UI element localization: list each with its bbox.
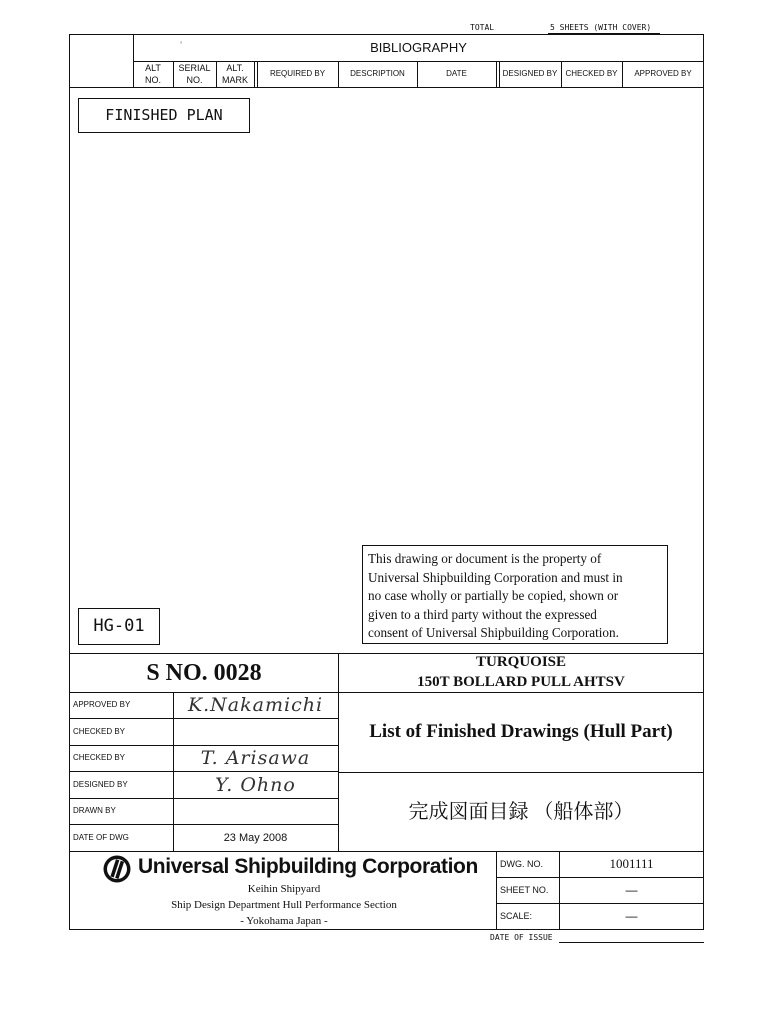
checked-by-value-1 (173, 719, 338, 745)
drawn-by-label: DRAWN BY (73, 806, 116, 816)
company-yard: Keihin Shipyard (247, 882, 321, 895)
document-title-jp: 完成図面目録 （船体部） (408, 801, 634, 823)
ship-number: S NO. 0028 (146, 660, 262, 687)
scale-value: — (625, 908, 638, 923)
vessel-name: TURQUOISE (475, 654, 567, 671)
date-of-dwg-value: 23 May 2008 (223, 831, 288, 844)
scale-label: SCALE: (500, 910, 533, 921)
property-notice (362, 545, 668, 644)
col-checked-by: CHECKED BY (565, 68, 618, 78)
approved-by-signature: K.Nakamichi (187, 694, 324, 717)
vessel-type: 150T BOLLARD PULL AHTSV (417, 673, 625, 690)
pen-mark: ’ (180, 40, 182, 50)
col-alt-mark: ALT. (226, 62, 244, 73)
col-approved-by: APPROVED BY (634, 68, 692, 78)
sheets-count: 5 SHEETS (WITH COVER) (550, 23, 652, 32)
checked-by-signature: T. Arisawa (200, 747, 311, 770)
finished-plan-stamp: FINISHED PLAN (78, 98, 250, 133)
col-description: DESCRIPTION (350, 68, 405, 78)
dwg-no-label: DWG. NO. (500, 858, 543, 869)
col-alt-mark-2: MARK (221, 74, 248, 85)
col-alt-no-2: NO. (144, 74, 161, 85)
notice-line-2: Universal Shipbuilding Corporation and must in (368, 569, 623, 585)
notice-line-3: no case wholly or partially be copied, shown or (368, 588, 619, 603)
total-label: TOTAL (470, 23, 495, 32)
col-serial-no-2: NO. (186, 74, 203, 85)
col-alt-no: ALT (145, 62, 161, 73)
company-department: Ship Design Department Hull Performance Section (171, 898, 397, 911)
plan-code-box: HG-01 (78, 608, 160, 645)
date-of-issue-line (559, 942, 704, 943)
company-logo-icon (102, 854, 132, 884)
checked-by-label-2: CHECKED BY (73, 753, 126, 763)
designed-by-label: DESIGNED BY (73, 779, 128, 789)
col-serial-no: SERIAL (178, 62, 211, 73)
col-required-by: REQUIRED BY (269, 68, 326, 78)
col-date: DATE (446, 68, 467, 78)
bibliography-title: BIBLIOGRAPHY (370, 39, 467, 55)
notice-line-5: consent of Universal Shipbuilding Corporation. (368, 625, 619, 640)
designed-by-signature: Y. Ohno (215, 773, 296, 796)
sheet-no-label: SHEET NO. (500, 884, 549, 895)
approved-by-label: APPROVED BY (73, 700, 131, 710)
company-location: - Yokohama Japan - (240, 914, 328, 927)
date-of-dwg-label: DATE OF DWG (73, 832, 129, 842)
col-designed-by: DESIGNED BY (502, 68, 558, 78)
checked-by-label-1: CHECKED BY (73, 726, 126, 736)
drawn-by-value (173, 799, 338, 824)
date-of-issue-label: DATE OF ISSUE (490, 933, 553, 942)
notice-line-1: This drawing or document is the property of (368, 551, 602, 566)
notice-line-4: given to a third party without the expressed (368, 606, 597, 622)
dwg-no-value: 1001111 (609, 856, 654, 872)
sheet-no-value: — (625, 882, 638, 897)
company-name: Universal Shipbuilding Corporation (138, 855, 478, 878)
document-title-en: List of Finished Drawings (Hull Part) (369, 720, 673, 742)
